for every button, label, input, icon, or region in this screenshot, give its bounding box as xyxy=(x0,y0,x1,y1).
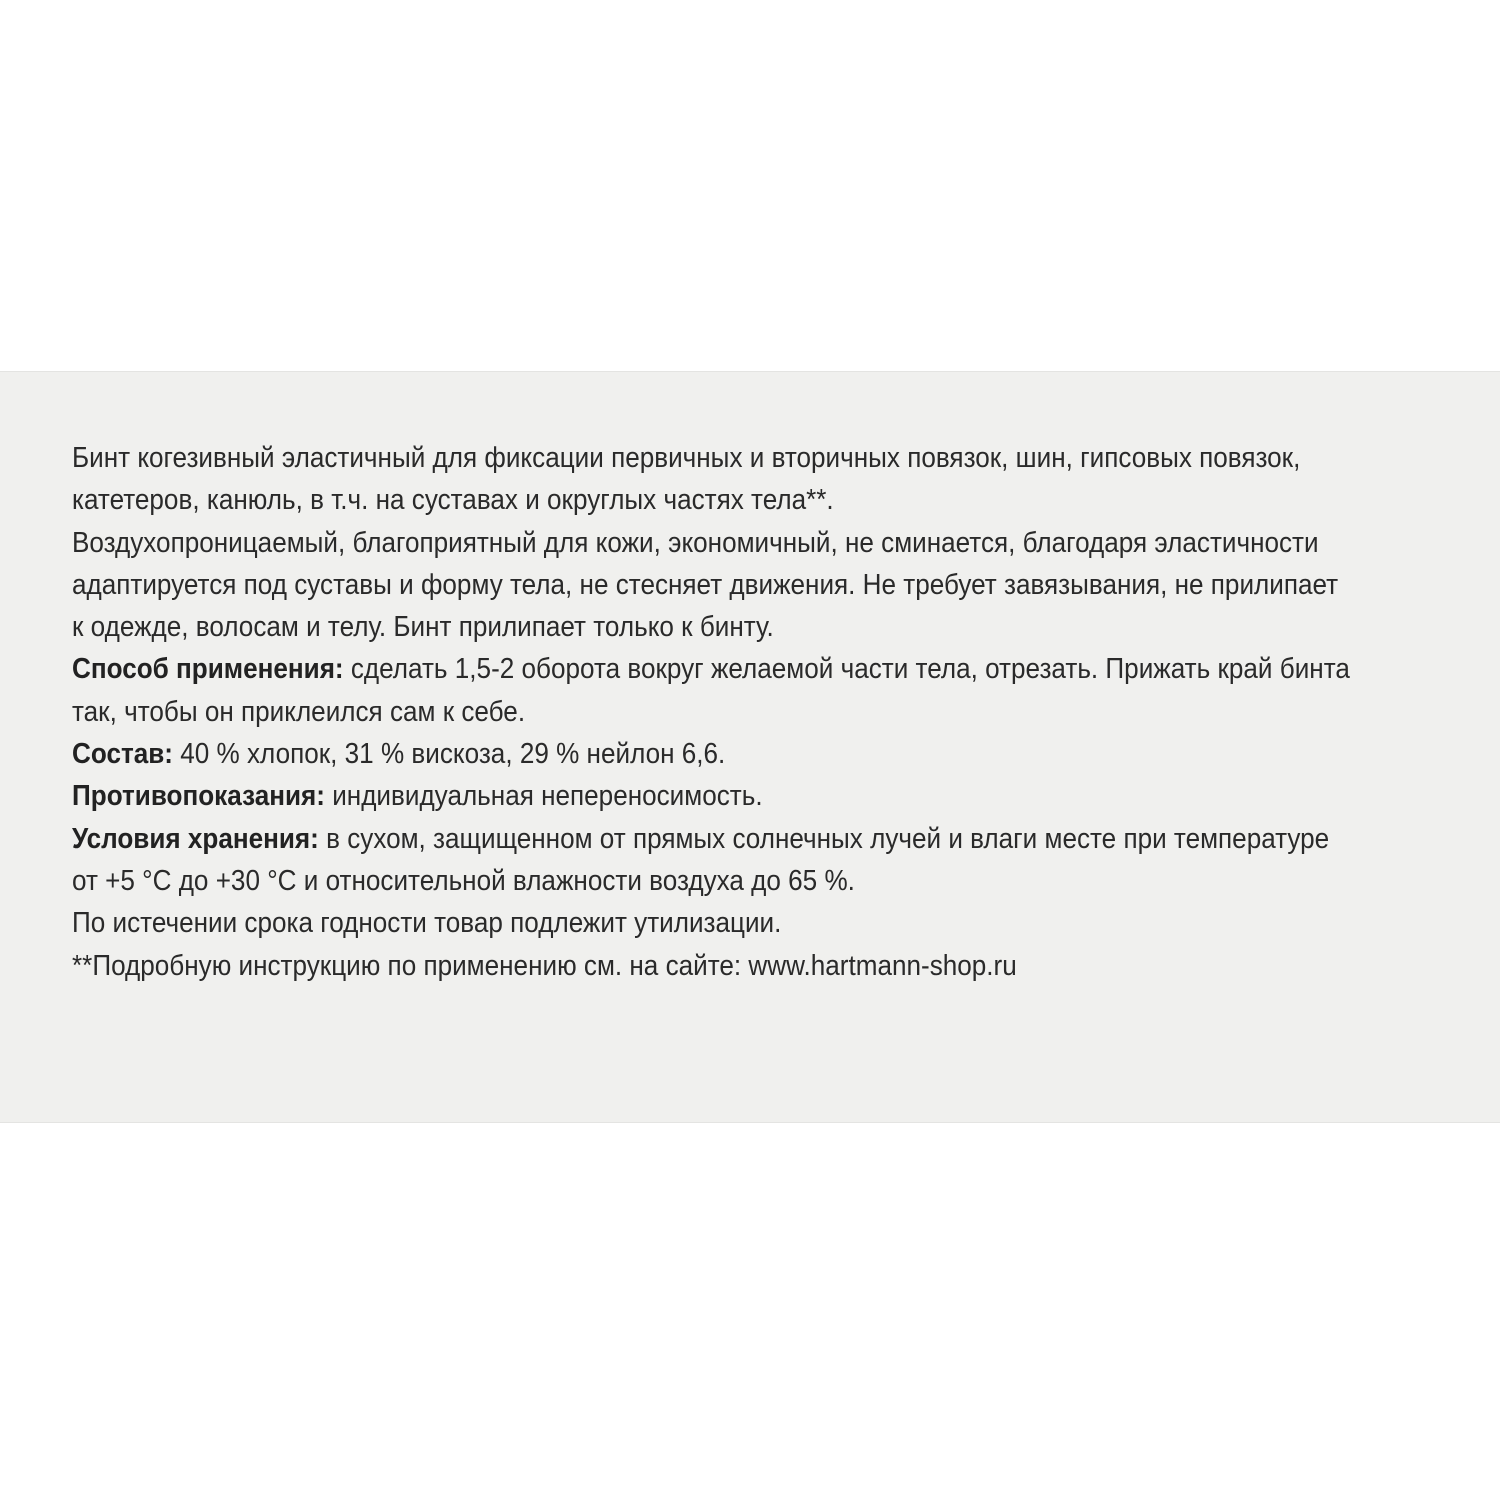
composition-line: Состав: 40 % хлопок, 31 % вискоза, 29 % нейлон 6,6. xyxy=(72,738,726,771)
contraindications-line: Противопоказания: индивидуальная непереносимость. xyxy=(72,780,763,813)
contraindications-heading: Противопоказания: xyxy=(72,780,325,813)
text-line: Бинт когезивный эластичный для фиксации первичных и вторичных повязок, шин, гипсовых повязок, xyxy=(72,442,1301,474)
product-description xyxy=(72,437,1350,987)
footnote-line: **Подробную инструкцию по применению см. на сайте: www.hartmann-shop.ru xyxy=(72,949,1017,982)
storage-heading: Условия хранения: xyxy=(72,822,319,855)
text-line: так, чтобы он приклеился сам к себе. xyxy=(72,695,526,728)
text-line: адаптируется под суставы и форму тела, не стесняет движения. Не требует завязывания, не прилипает xyxy=(72,568,1339,601)
text-line: катетеров, канюль, в т.ч. на суставах и округлых частях тела**. xyxy=(72,484,834,517)
text-line: Воздухопроницаемый, благоприятный для кожи, экономичный, не сминается, благодаря эластичности xyxy=(72,526,1319,559)
usage-line: Способ применения: сделать 1,5-2 оборота вокруг желаемой части тела, отрезать. Прижать край бинта xyxy=(72,653,1350,686)
composition-heading: Состав: xyxy=(72,738,174,771)
text-line: По истечении срока годности товар подлежит утилизации. xyxy=(72,907,782,940)
storage-line: Условия хранения: в сухом, защищенном от прямых солнечных лучей и влаги месте при температуре xyxy=(72,822,1330,855)
text-line: к одежде, волосам и телу. Бинт прилипает только к бинту. xyxy=(72,611,774,644)
usage-heading: Способ применения: xyxy=(72,653,344,686)
text-line: от +5 °С до +30 °С и относительной влажности воздуха до 65 %. xyxy=(72,864,855,897)
